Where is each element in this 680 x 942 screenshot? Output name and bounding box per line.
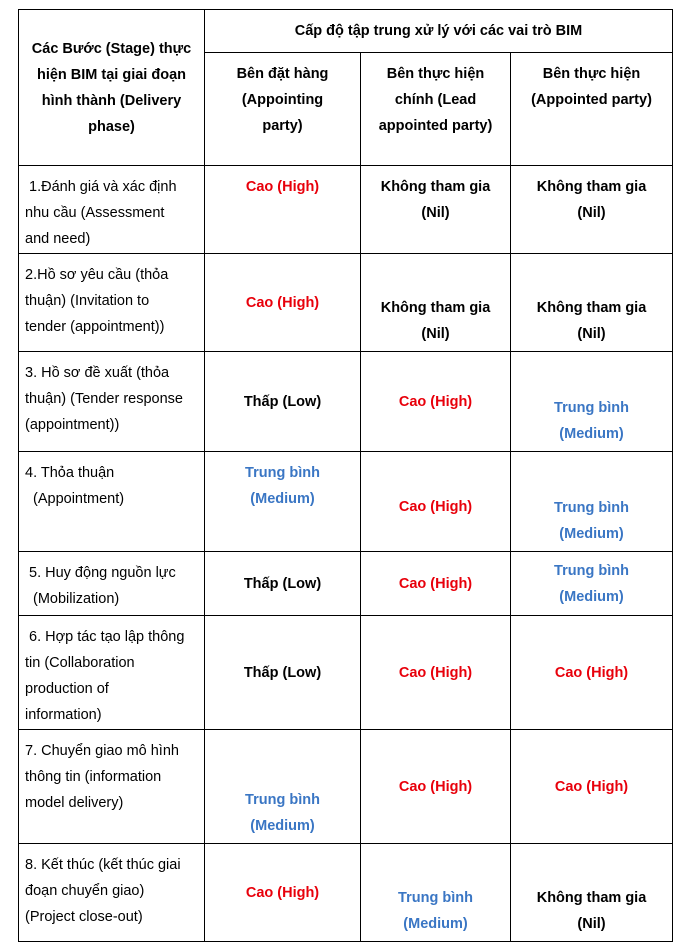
stage-cell — [19, 166, 205, 254]
level-cell-nil — [511, 254, 673, 352]
stage-line: production of — [25, 681, 109, 697]
level-text: Cao (High) — [398, 498, 473, 515]
role-header-line: Bên đặt hàng — [236, 66, 329, 82]
level-text: Không tham gia — [536, 300, 647, 316]
level-text: Trung bình — [245, 465, 320, 481]
level-cell-high — [511, 616, 673, 730]
stage-line: nhu cầu (Assessment — [25, 205, 165, 221]
stage-line: 4. Thỏa thuận — [25, 465, 115, 481]
bim-delivery-phase-table — [18, 9, 673, 942]
level-cell-nil — [361, 254, 511, 352]
header-row-top — [19, 10, 673, 53]
level-text: Không tham gia — [380, 300, 491, 316]
level-text: (Medium) — [250, 491, 315, 507]
level-text: Thấp (Low) — [243, 664, 322, 681]
stage-line: 3. Hồ sơ đề xuất (thỏa — [25, 365, 170, 381]
level-text: Cao (High) — [398, 664, 473, 681]
stage-cell — [19, 254, 205, 352]
level-cell-medium — [511, 452, 673, 552]
stage-line: 8. Kết thúc (kết thúc giai — [25, 857, 181, 873]
level-cell-low — [205, 552, 361, 616]
level-text: Thấp (Low) — [243, 393, 322, 410]
stage-line: (Appointment) — [33, 491, 125, 507]
level-cell-medium — [511, 552, 673, 616]
table-row — [19, 844, 673, 942]
level-text: (Nil) — [577, 326, 606, 342]
level-text: Trung bình — [554, 400, 629, 416]
role-header-line: (Appointing — [241, 92, 324, 108]
stage-line: tin (Collaboration — [25, 655, 135, 671]
level-cell-high — [361, 452, 511, 552]
level-text: (Medium) — [559, 588, 624, 605]
level-cell-medium — [205, 452, 361, 552]
stage-line: and need) — [25, 231, 91, 247]
stage-cell — [19, 730, 205, 844]
level-cell-nil — [511, 166, 673, 254]
level-cell-high — [205, 844, 361, 942]
role-header-appointing-party — [205, 53, 361, 166]
level-text: Trung bình — [398, 890, 473, 906]
level-text: Không tham gia — [380, 179, 491, 195]
stage-cell — [19, 552, 205, 616]
level-cell-high — [511, 730, 673, 844]
level-text: Cao (High) — [398, 575, 473, 592]
stage-line: information) — [25, 707, 102, 723]
level-text: Cao (High) — [245, 294, 320, 311]
level-cell-high — [361, 552, 511, 616]
stage-cell — [19, 352, 205, 452]
level-text: Cao (High) — [245, 179, 320, 195]
level-text: Không tham gia — [536, 890, 647, 906]
stage-line: (Mobilization) — [33, 591, 120, 607]
level-text: (Nil) — [421, 205, 450, 221]
stage-line: thông tin (information — [25, 769, 162, 785]
level-cell-low — [205, 616, 361, 730]
level-text: (Nil) — [421, 326, 450, 342]
role-header-line: chính (Lead — [394, 92, 477, 108]
table-row — [19, 254, 673, 352]
table-row — [19, 352, 673, 452]
stage-header-line: hiện BIM tại giai đoạn — [36, 66, 187, 83]
level-cell-medium — [511, 352, 673, 452]
stage-line: (appointment)) — [25, 417, 120, 433]
stage-line: 1.Đánh giá và xác định — [29, 179, 177, 195]
table-row — [19, 730, 673, 844]
stage-line: thuận) (Tender response — [25, 391, 183, 407]
stage-line: 7. Chuyển giao mô hình — [25, 743, 179, 759]
role-header-line: party) — [262, 118, 303, 134]
level-text: Cao (High) — [554, 664, 629, 681]
stage-cell — [19, 844, 205, 942]
level-cell-high — [361, 730, 511, 844]
role-header-appointed-party — [511, 53, 673, 166]
level-text: Trung bình — [554, 562, 629, 579]
stage-line: 2.Hồ sơ yêu cầu (thỏa — [25, 267, 169, 283]
role-header-line: appointed party) — [378, 118, 493, 134]
level-cell-high — [205, 254, 361, 352]
level-cell-high — [361, 616, 511, 730]
role-header-lead-appointed-party — [361, 53, 511, 166]
stage-header-line: hình thành (Delivery — [41, 92, 182, 109]
level-text: (Medium) — [559, 426, 624, 442]
role-header-line: (Appointed party) — [531, 92, 652, 108]
role-header-line: Bên thực hiện — [386, 66, 485, 82]
table-row — [19, 452, 673, 552]
level-text: (Medium) — [559, 526, 624, 542]
stage-line: model delivery) — [25, 795, 124, 811]
table-row — [19, 552, 673, 616]
level-cell-nil — [511, 844, 673, 942]
level-cell-medium — [361, 844, 511, 942]
stage-line: thuận) (Invitation to — [25, 293, 150, 309]
level-text: Trung bình — [245, 792, 320, 808]
level-text: Cao (High) — [245, 884, 320, 901]
level-text: (Nil) — [577, 205, 606, 221]
stage-line: (Project close-out) — [25, 909, 143, 925]
level-cell-high — [361, 352, 511, 452]
level-text: (Nil) — [577, 916, 606, 932]
stage-line: 5. Huy động nguồn lực — [29, 565, 176, 581]
role-header-line: Bên thực hiện — [542, 66, 641, 82]
level-text: Không tham gia — [536, 179, 647, 195]
stage-cell — [19, 452, 205, 552]
level-cell-medium — [205, 730, 361, 844]
level-text: Thấp (Low) — [243, 575, 322, 592]
stage-column-header — [19, 10, 205, 166]
stage-line: tender (appointment)) — [25, 319, 165, 335]
stage-line: 6. Hợp tác tạo lập thông — [29, 629, 185, 645]
level-cell-low — [205, 352, 361, 452]
level-text: (Medium) — [403, 916, 468, 932]
stage-header-line: phase) — [88, 118, 135, 135]
level-text: Trung bình — [554, 500, 629, 516]
stage-cell — [19, 616, 205, 730]
level-text: Cao (High) — [398, 778, 473, 795]
group-header: Cấp độ tập trung xử lý với các vai trò BIM — [205, 10, 673, 53]
stage-header-line: Các Bước (Stage) thực — [31, 40, 192, 57]
level-text: Cao (High) — [398, 393, 473, 410]
level-text: (Medium) — [250, 818, 315, 834]
level-cell-nil — [361, 166, 511, 254]
level-cell-high — [205, 166, 361, 254]
table-row — [19, 166, 673, 254]
table-row — [19, 616, 673, 730]
stage-line: đoạn chuyển giao) — [25, 883, 145, 899]
level-text: Cao (High) — [554, 778, 629, 795]
